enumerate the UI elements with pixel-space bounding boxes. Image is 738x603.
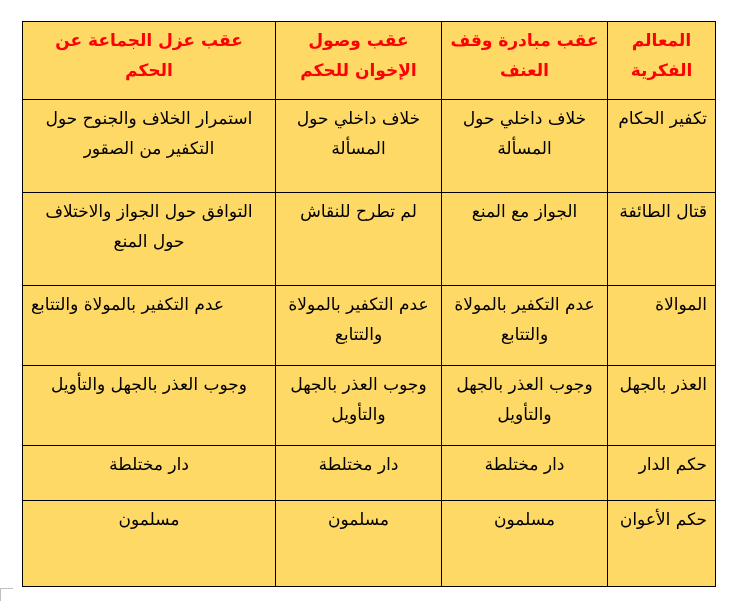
table-row xyxy=(23,366,716,446)
row-label-cell: الموالاة xyxy=(608,286,716,366)
table-cell: دار مختلطة xyxy=(23,446,276,501)
comparison-table xyxy=(22,21,716,587)
header-cell: عقب مبادرة وقف العنف xyxy=(442,22,608,100)
row-label-cell: حكم الدار xyxy=(608,446,716,501)
table-cell: عدم التكفير بالمولاة والتتابع xyxy=(442,286,608,366)
table-cell: وجوب العذر بالجهل والتأويل xyxy=(442,366,608,446)
row-label-cell: قتال الطائفة xyxy=(608,193,716,286)
table-cell: عدم التكفير بالمولاة والتتابع xyxy=(276,286,442,366)
table-cell: خلاف داخلي حول المسألة xyxy=(276,100,442,193)
header-cell: عقب عزل الجماعة عن الحكم xyxy=(23,22,276,100)
table-cell: خلاف داخلي حول المسألة xyxy=(442,100,608,193)
table-cell: استمرار الخلاف والجنوح حول التكفير من الصقور xyxy=(23,100,276,193)
row-label-cell: تكفير الحكام xyxy=(608,100,716,193)
table-row xyxy=(23,501,716,587)
table-header-row xyxy=(23,22,716,100)
table-cell: لم تطرح للنقاش xyxy=(276,193,442,286)
table-cell: التوافق حول الجواز والاختلاف حول المنع xyxy=(23,193,276,286)
table-cell: مسلمون xyxy=(23,501,276,587)
row-label-cell: حكم الأعوان xyxy=(608,501,716,587)
row-label-cell: العذر بالجهل xyxy=(608,366,716,446)
table-cell: دار مختلطة xyxy=(276,446,442,501)
table-row xyxy=(23,286,716,366)
table-row xyxy=(23,100,716,193)
table-cell: وجوب العذر بالجهل والتأويل xyxy=(276,366,442,446)
table-cell: عدم التكفير بالمولاة والتتابع xyxy=(23,286,276,366)
header-cell: عقب وصول الإخوان للحكم xyxy=(276,22,442,100)
table-cell: وجوب العذر بالجهل والتأويل xyxy=(23,366,276,446)
table-cell: مسلمون xyxy=(276,501,442,587)
table-cell: الجواز مع المنع xyxy=(442,193,608,286)
table-cell: مسلمون xyxy=(442,501,608,587)
table-row xyxy=(23,193,716,286)
table-cell: دار مختلطة xyxy=(442,446,608,501)
table-row xyxy=(23,446,716,501)
paragraph-corner-marker xyxy=(0,588,13,601)
header-cell: المعالم الفكرية xyxy=(608,22,716,100)
